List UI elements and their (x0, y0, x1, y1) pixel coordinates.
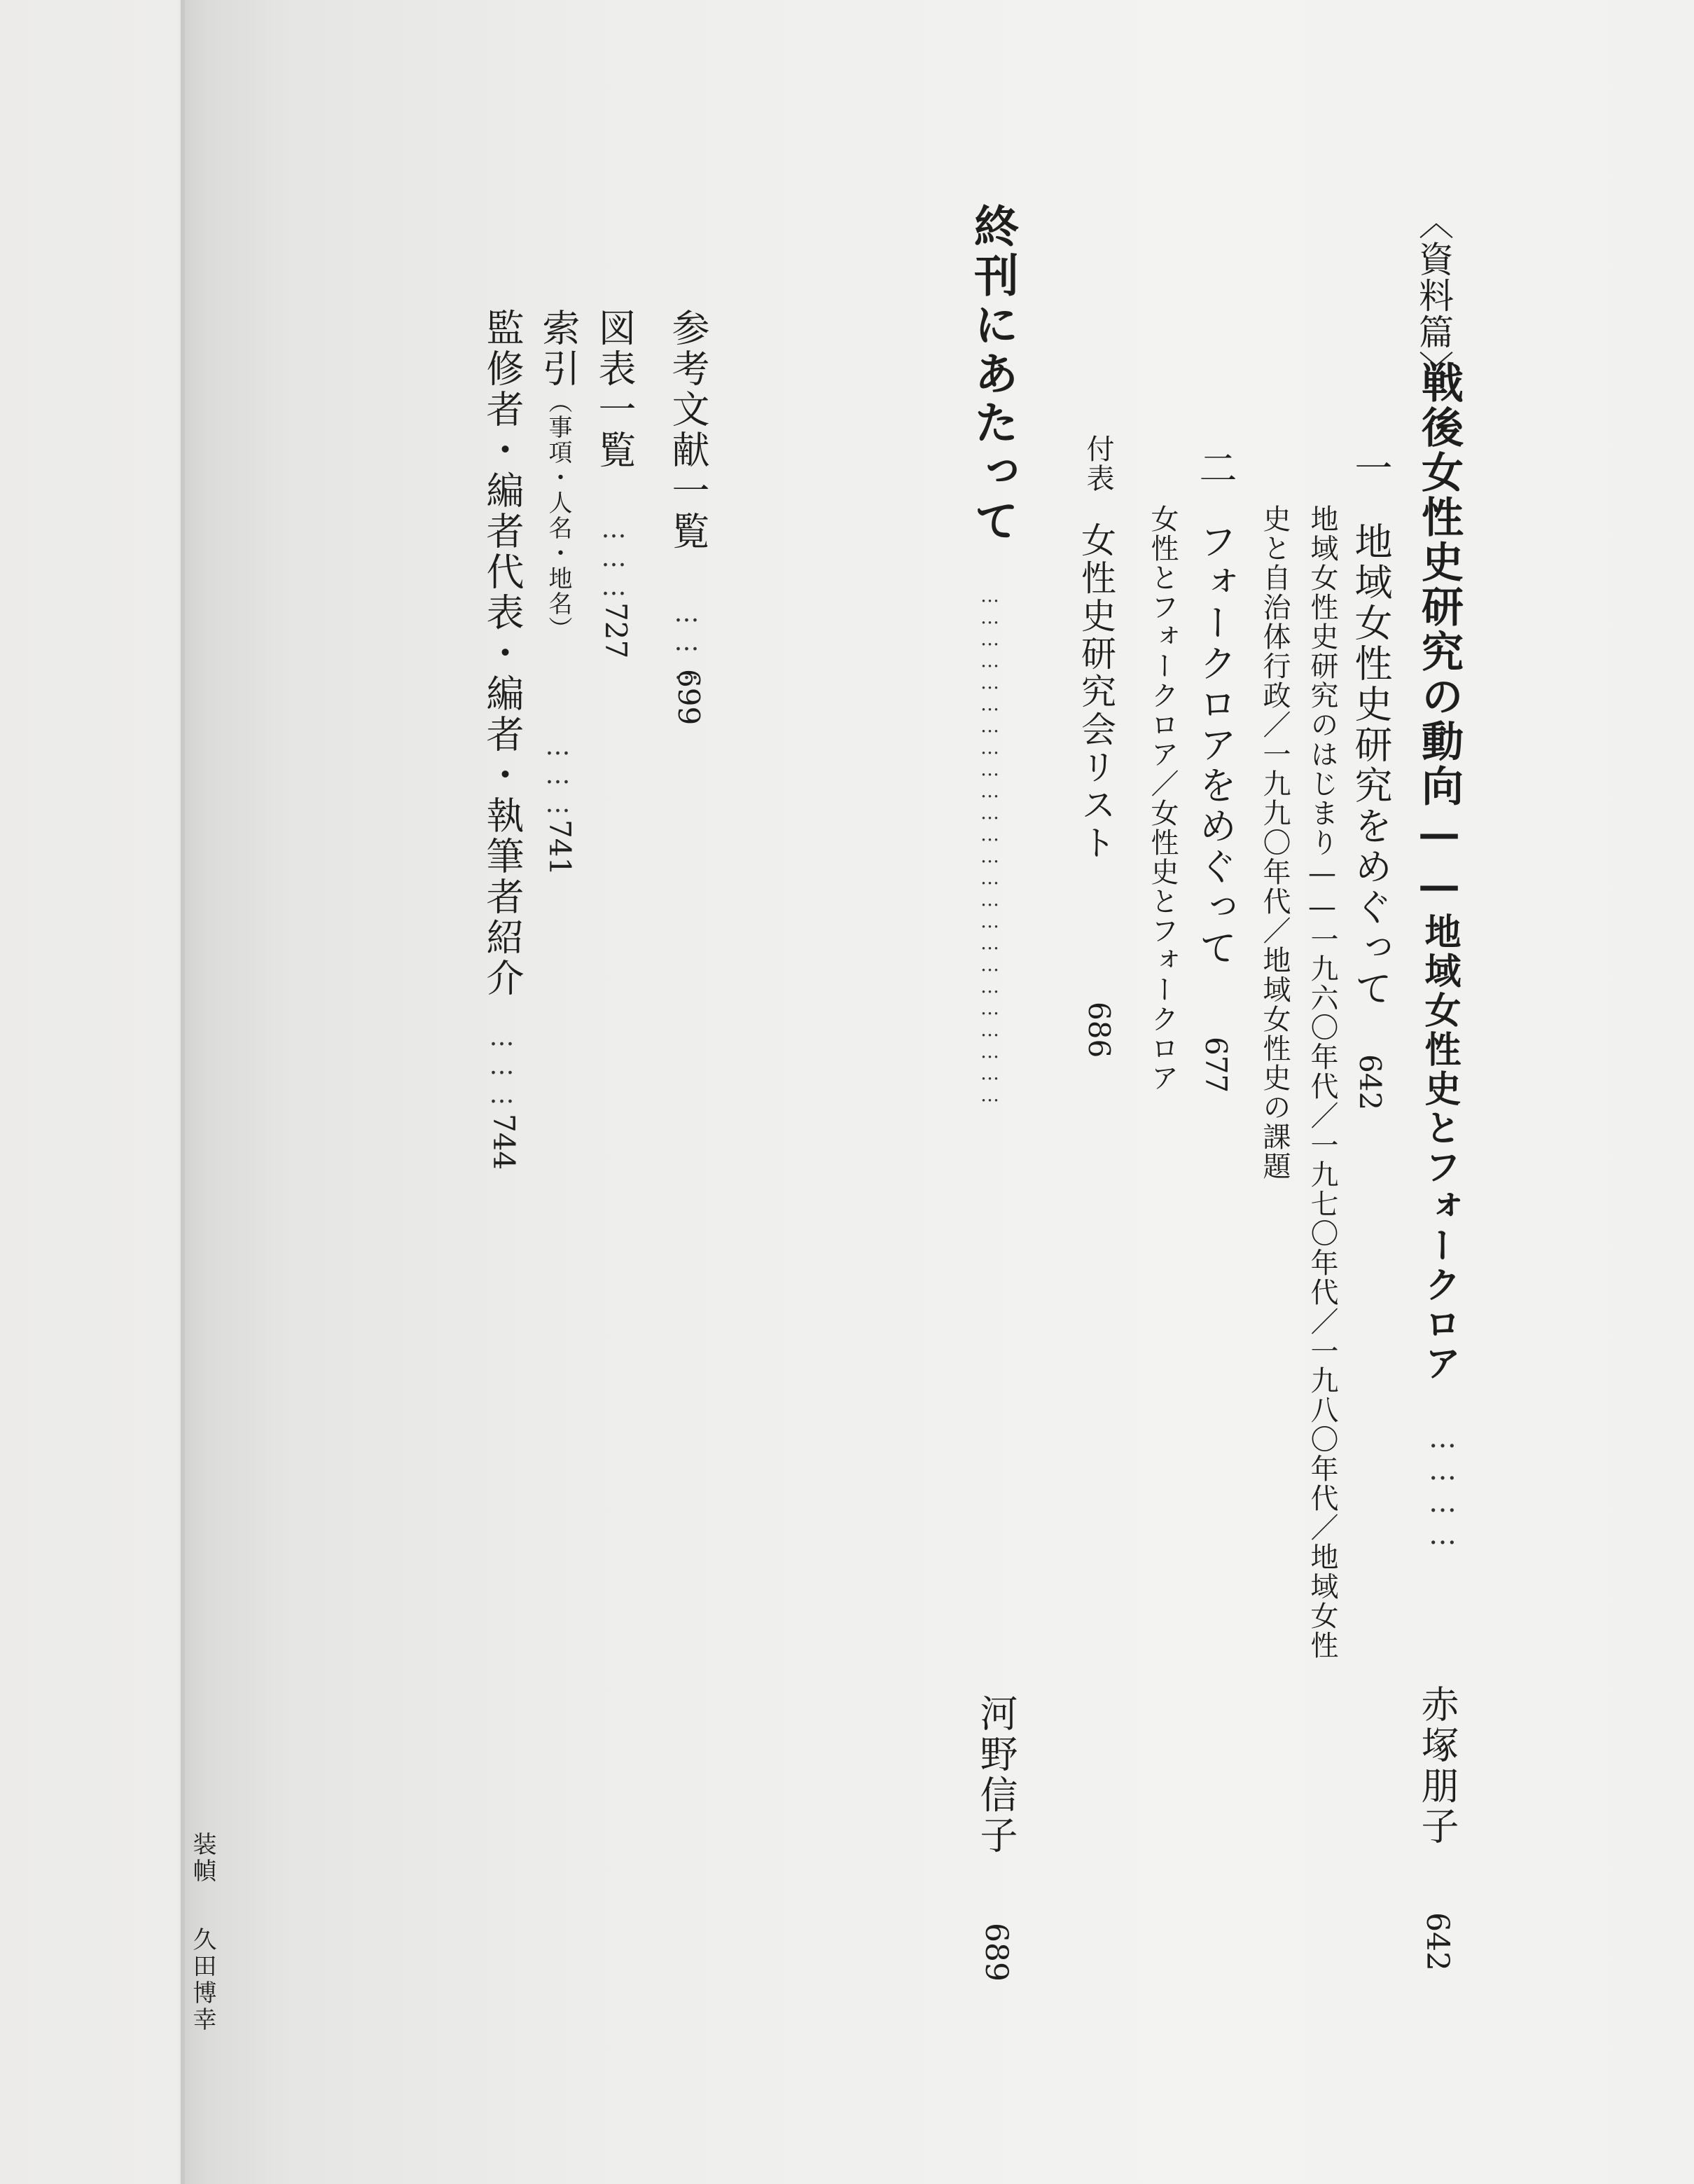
back-matter-sublabel: （事項・人名・地名） (544, 389, 572, 642)
back-matter-page: 699 (672, 669, 706, 726)
back-matter-leader: ……… (543, 732, 572, 818)
back-matter-item (480, 308, 525, 999)
closing-page: 689 (978, 1923, 1014, 1982)
back-matter-page: 744 (487, 1114, 521, 1170)
closing-leader: ……………………………………………………………… (979, 585, 1001, 1106)
colophon-name: 久田博幸 (188, 1927, 216, 2033)
section-2-detail-line-1: 女性とフォークロア／女性史とフォークロア (1146, 504, 1179, 1093)
back-matter-leader: ……… (672, 599, 701, 685)
article-entry (1415, 361, 1464, 1383)
back-matter-label: 監修者・編者代表・編者・執筆者紹介 (480, 308, 525, 999)
article-leader: ………… (1426, 1422, 1459, 1551)
section-1-detail-line-2: 史と自治体行政／一九九〇年代／地域女性史の課題 (1258, 504, 1291, 1181)
appendix-label: 付表 (1082, 434, 1114, 493)
colophon (190, 1832, 214, 2033)
back-matter-item (592, 308, 637, 471)
section-1-page: 642 (1353, 1054, 1387, 1111)
back-matter-label: 索引 (536, 308, 581, 389)
article-page: 642 (1419, 1912, 1455, 1971)
back-matter-leader: ……… (599, 515, 628, 601)
article-author: 赤塚朋子 (1415, 1685, 1459, 1847)
back-matter-leader: ……… (487, 1023, 516, 1109)
section-1-detail-line-1: 地域女性史研究のはじまり——一九六〇年代／一九七〇年代／一九八〇年代／地域女性 (1306, 504, 1338, 1660)
part-label: 〈資料篇〉 (1413, 205, 1454, 387)
page-gutter (181, 0, 185, 2184)
back-matter-page: 727 (599, 602, 633, 659)
title-dash: —— (1415, 809, 1464, 913)
back-matter-page: 741 (543, 820, 577, 876)
appendix-heading: 女性史研究会リスト (1076, 522, 1116, 862)
section-2-heading: フォークロアをめぐって (1193, 522, 1237, 969)
colophon-label: 装幀 (188, 1832, 216, 1885)
section-1-number: 一 (1349, 448, 1393, 489)
closing-author: 河野信子 (974, 1694, 1018, 1856)
article-subtitle: 地域女性史とフォークロア (1418, 913, 1461, 1383)
article-title: 戦後女性史研究の動向 (1415, 361, 1464, 809)
section-1-heading: 地域女性史研究をめぐって (1349, 522, 1393, 1009)
appendix-page: 686 (1082, 1002, 1116, 1058)
back-matter-item (666, 308, 710, 552)
back-matter-label: 参考文献一覧 (666, 308, 710, 552)
section-2-page: 677 (1199, 1037, 1233, 1093)
closing-title: 終刊にあたって (966, 203, 1019, 546)
back-matter-item (536, 308, 581, 642)
back-matter-label: 図表一覧 (592, 308, 637, 471)
section-2-number: 二 (1193, 448, 1237, 489)
